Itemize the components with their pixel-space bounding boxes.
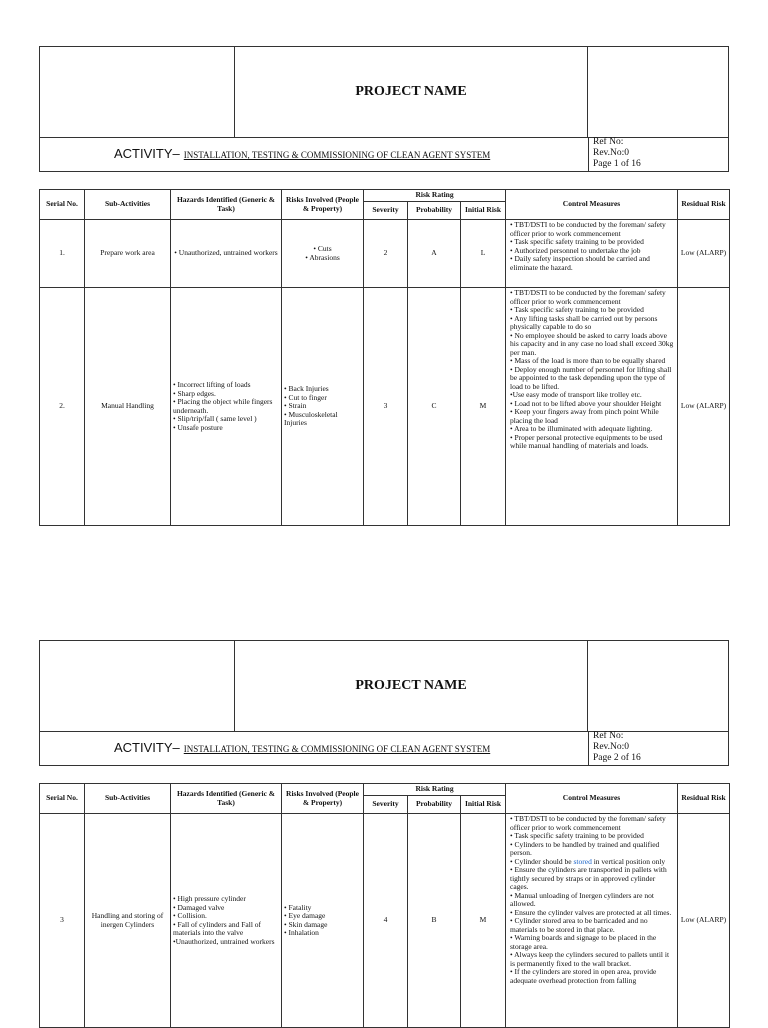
col-initial-risk: Initial Risk	[461, 796, 506, 814]
activity-label: ACTIVITY–	[114, 740, 180, 755]
sub-activity-cell: Handling and storing of inergen Cylinders	[85, 814, 171, 1028]
severity-cell: 2	[364, 220, 408, 288]
sub-activity-cell: Prepare work area	[85, 220, 171, 288]
risks-cell: • Back Injuries • Cut to finger • Strain • Musculoskeletal Injuries	[282, 288, 364, 526]
col-sub-activities: Sub-Activities	[85, 784, 171, 814]
risk-table-page-2	[39, 783, 730, 1028]
col-sub-activities: Sub-Activities	[85, 190, 171, 220]
rev-no: Rev.No:0	[593, 148, 630, 158]
col-initial-risk: Initial Risk	[461, 202, 506, 220]
page-number: Page 1 of 16	[593, 159, 641, 169]
hazards-cell: • Unauthorized, untrained workers	[171, 220, 282, 288]
col-risks: Risks Involved (People & Property)	[282, 784, 364, 814]
page-number: Page 2 of 16	[593, 753, 641, 763]
col-hazards: Hazards Identified (Generic & Task)	[171, 784, 282, 814]
col-risk-rating: Risk Rating	[364, 190, 506, 202]
col-serial: Serial No.	[40, 190, 85, 220]
activity-row	[40, 731, 728, 765]
severity-cell: 4	[364, 814, 408, 1028]
activity-title	[114, 740, 490, 755]
col-risks: Risks Involved (People & Property)	[282, 190, 364, 220]
header-title-row	[40, 641, 728, 732]
reference-box	[588, 731, 728, 765]
page-2-header	[39, 640, 729, 766]
col-control-measures: Control Measures	[506, 190, 678, 220]
residual-risk-cell: Low (ALARP)	[678, 220, 730, 288]
severity-cell: 3	[364, 288, 408, 526]
risks-cell: • Fatality • Eye damage • Skin damage • Inhalation	[282, 814, 364, 1028]
activity-title	[114, 146, 490, 161]
project-name: PROJECT NAME	[355, 678, 467, 693]
col-risk-rating: Risk Rating	[364, 784, 506, 796]
col-severity: Severity	[364, 796, 408, 814]
probability-cell: C	[408, 288, 461, 526]
serial-cell: 3	[40, 814, 85, 1028]
project-name: PROJECT NAME	[355, 84, 467, 99]
serial-cell: 1.	[40, 220, 85, 288]
probability-cell: A	[408, 220, 461, 288]
ref-no: Ref No:	[593, 731, 624, 741]
col-residual-risk: Residual Risk	[678, 190, 730, 220]
logo-box-left	[40, 641, 235, 731]
col-probability: Probability	[408, 796, 461, 814]
logo-box-right	[587, 47, 728, 137]
header-title-row	[40, 47, 728, 138]
col-residual-risk: Residual Risk	[678, 784, 730, 814]
col-hazards: Hazards Identified (Generic & Task)	[171, 190, 282, 220]
logo-box-right	[587, 641, 728, 731]
control-measures-cell: • TBT/DSTI to be conducted by the foreman/ safety officer prior to work commencement • Task specific safety training to be provided • Any lifting tasks shall be carried out by persons physically capable to do so • No employee should be asked to carry loads above his capacity and in any case no load shall exceed 30kg per man. • Mass of the load is more than to be equally shared • Deploy enough number of personnel for lifting shall be appointed to the task depending upon the type of load to be lifted. •Use easy mode of transport like trolley etc. • Load not to be lifted above your shoulder Height • Keep your fingers away from pinch point While placing the load • Area to be illuminated with adequate lighting. • Proper personal protective equipments to be used while manual handling of materials and loads.	[506, 288, 678, 526]
probability-cell: B	[408, 814, 461, 1028]
table-row	[40, 220, 730, 288]
risk-table-page-1	[39, 189, 730, 526]
initial-risk-cell: M	[461, 288, 506, 526]
rev-no: Rev.No:0	[593, 742, 630, 752]
table-row	[40, 288, 730, 526]
activity-description: INSTALLATION, TESTING & COMMISSIONING OF CLEAN AGENT SYSTEM	[183, 150, 491, 160]
sub-activity-cell: Manual Handling	[85, 288, 171, 526]
ref-no: Ref No:	[593, 137, 624, 147]
control-measures-cell: • TBT/DSTI to be conducted by the foreman/ safety officer prior to work commencement • Task specific safety training to be provided • Cylinders to be handled by trained and qualified person. • Cylinder should be stored in vertical position only • Ensure the cylinders are transported in pallets with tightly secured by straps or in approved cylinder cages. • Manual unloading of Inergen cylinders are not allowed. • Ensure the cylinder valves are protected at all times. • Cylinder stored area to be barricaded and no materials to be stored in that place. • Warning boards and signage to be placed in the storage area. • Always keep the cylinders secured to pallets until it is permanently fixed to the wall bracket. • If the cylinders are stored in open area, provide adequate overhead protection from falling	[506, 814, 678, 1028]
col-severity: Severity	[364, 202, 408, 220]
control-measures-cell: • TBT/DSTI to be conducted by the foreman/ safety officer prior to work commencement • Task specific safety training to be provided • Authorized personnel to undertake the job • Daily safety inspection should be carried and eliminate the hazard.	[506, 220, 678, 288]
col-probability: Probability	[408, 202, 461, 220]
residual-risk-cell: Low (ALARP)	[678, 288, 730, 526]
page-1-header	[39, 46, 729, 172]
activity-description: INSTALLATION, TESTING & COMMISSIONING OF CLEAN AGENT SYSTEM	[183, 744, 491, 754]
logo-box-left	[40, 47, 235, 137]
serial-cell: 2.	[40, 288, 85, 526]
risks-cell: • Cuts • Abrasions	[282, 220, 364, 288]
initial-risk-cell: M	[461, 814, 506, 1028]
activity-row	[40, 137, 728, 171]
hazards-cell: • High pressure cylinder • Damaged valve • Collision. • Fall of cylinders and Fall of materials into the valve •Unauthorized, untrained workers	[171, 814, 282, 1028]
col-control-measures: Control Measures	[506, 784, 678, 814]
activity-label: ACTIVITY–	[114, 146, 180, 161]
hazards-cell: • Incorrect lifting of loads • Sharp edges. • Placing the object while fingers underneath. • Slip/trip/fall ( same level ) • Unsafe posture	[171, 288, 282, 526]
residual-risk-cell: Low (ALARP)	[678, 814, 730, 1028]
initial-risk-cell: L	[461, 220, 506, 288]
reference-box	[588, 137, 728, 171]
table-row	[40, 814, 730, 1028]
col-serial: Serial No.	[40, 784, 85, 814]
